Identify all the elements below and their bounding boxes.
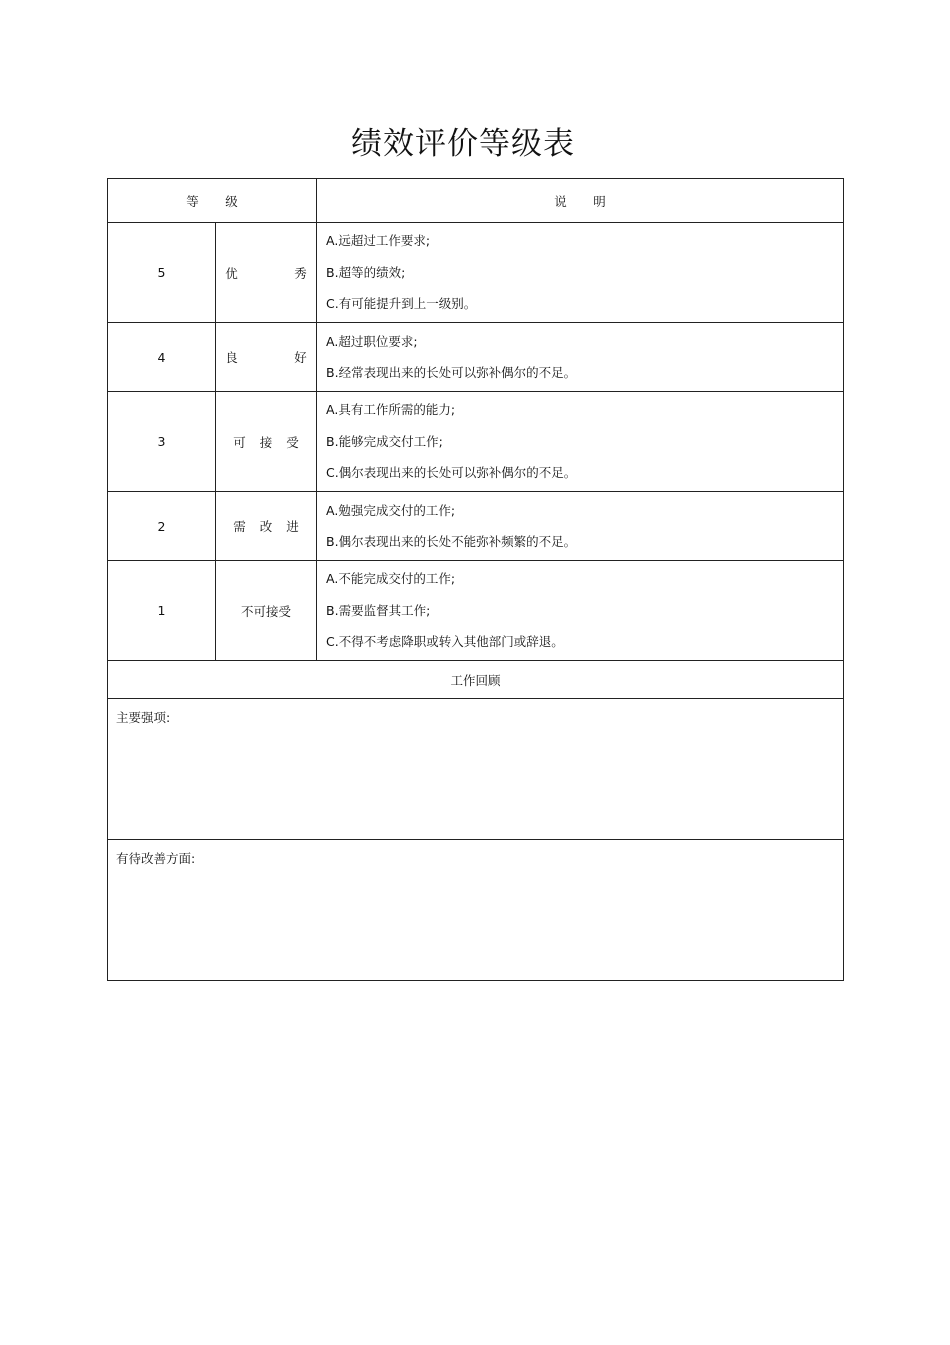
review-header-row	[108, 661, 844, 699]
header-description	[317, 179, 844, 223]
grade-description	[317, 223, 844, 323]
improvements-row	[108, 840, 844, 981]
grade-score: 5	[108, 223, 216, 323]
table-row	[108, 223, 844, 323]
grade-level-label: 可 接 受	[233, 434, 304, 450]
grade-score: 2	[108, 492, 216, 561]
strengths-label: 主要强项:	[116, 710, 171, 725]
grade-level	[216, 323, 333, 392]
description-line: B.需要监督其工作;	[326, 602, 431, 618]
strengths-row	[108, 699, 844, 840]
grade-level	[216, 392, 317, 492]
grade-level-label: 良 好	[225, 350, 333, 365]
description-line: B.偶尔表现出来的长处不能弥补频繁的不足。	[326, 534, 577, 549]
header-grade-label: 等 级	[186, 193, 249, 209]
table-row	[108, 323, 844, 392]
description-line: B.经常表现出来的长处可以弥补偶尔的不足。	[326, 365, 577, 380]
header-description-label: 说 明	[554, 193, 617, 209]
review-title: 工作回顾	[108, 661, 844, 699]
description-line: B.能够完成交付工作;	[326, 433, 443, 449]
description-line: A.超过职位要求;	[326, 333, 418, 349]
grade-level	[216, 561, 317, 661]
description-line: A.远超过工作要求;	[326, 233, 431, 249]
grade-score: 1	[108, 561, 216, 661]
grade-level-label: 不可接受	[241, 603, 292, 619]
table-row	[108, 492, 844, 561]
grade-score: 4	[108, 323, 216, 392]
grade-description	[317, 561, 844, 661]
grade-table	[107, 178, 844, 981]
strengths-field[interactable]	[108, 699, 844, 840]
grade-level-label: 需 改 进	[233, 519, 304, 534]
table-header-row	[108, 179, 844, 223]
improvements-label: 有待改善方面:	[116, 851, 196, 866]
grade-description	[317, 392, 844, 492]
page-title: 绩效评价等级表	[351, 126, 575, 162]
header-grade	[108, 179, 317, 223]
grade-level-label: 优 秀	[225, 265, 333, 281]
grade-level	[216, 492, 317, 561]
description-line: A.勉强完成交付的工作;	[326, 502, 456, 518]
table-row	[108, 392, 844, 492]
grade-description	[317, 323, 844, 392]
table-row	[108, 561, 844, 661]
description-line: C.偶尔表现出来的长处可以弥补偶尔的不足。	[326, 465, 577, 481]
description-line: C.不得不考虑降职或转入其他部门或辞退。	[326, 634, 564, 650]
grade-description	[317, 492, 844, 561]
grade-level	[216, 223, 333, 323]
description-line: C.有可能提升到上一级别。	[326, 296, 477, 312]
description-line: A.具有工作所需的能力;	[326, 402, 456, 418]
description-line: A.不能完成交付的工作;	[326, 571, 456, 587]
grade-score: 3	[108, 392, 216, 492]
description-line: B.超等的绩效;	[326, 264, 406, 280]
improvements-field[interactable]	[108, 840, 844, 981]
